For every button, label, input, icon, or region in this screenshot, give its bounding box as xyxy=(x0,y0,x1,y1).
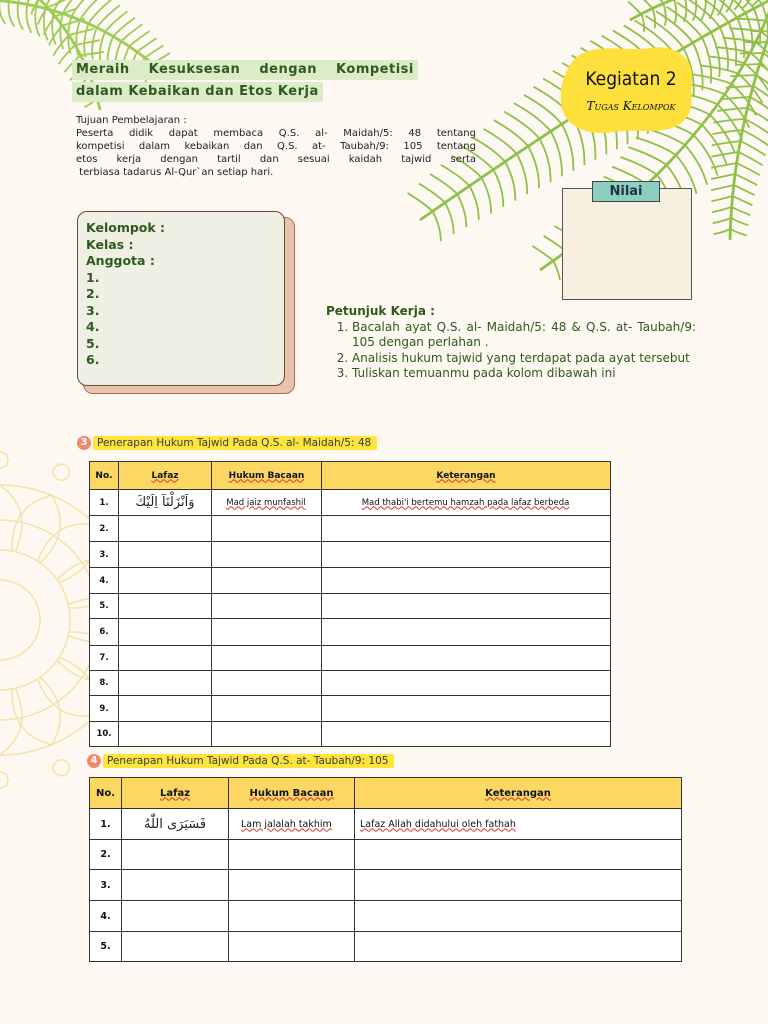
grade-box[interactable] xyxy=(562,188,692,300)
row-number-text: 10. xyxy=(96,729,112,739)
row-number xyxy=(90,619,119,646)
group-info xyxy=(86,220,276,369)
keterangan-cell[interactable] xyxy=(355,809,682,840)
column-header-lafaz: Lafaz xyxy=(119,462,212,490)
section-number-badge: 3 xyxy=(77,436,91,450)
table-row xyxy=(90,542,611,568)
column-header-lafaz: Lafaz xyxy=(122,778,229,809)
members-label: Anggota : xyxy=(86,253,155,268)
row-number-text: 2. xyxy=(99,523,109,534)
row-number-text: 8. xyxy=(99,678,109,688)
table-row xyxy=(90,516,611,542)
hukum-cell[interactable] xyxy=(229,870,355,901)
arabic-lafaz: فَسَيَرَى اللّٰهُ xyxy=(143,816,207,832)
row-number xyxy=(90,809,122,840)
column-header-hukum: Hukum Bacaan xyxy=(212,462,322,490)
table-row xyxy=(90,646,611,671)
work-instructions xyxy=(326,304,696,382)
title-line-2: dalam Kebaikan dan Etos Kerja xyxy=(72,82,323,102)
table-row xyxy=(90,568,611,594)
hukum-cell[interactable] xyxy=(212,722,322,747)
row-number-text: 1. xyxy=(99,497,109,508)
instruction-step: 2. Analisis hukum tajwid yang terdapat pada ayat tersebut xyxy=(352,351,696,367)
keterangan-cell[interactable] xyxy=(322,568,611,594)
row-number-text: 3. xyxy=(99,549,109,560)
hukum-cell[interactable] xyxy=(229,932,355,962)
row-number-text: 3. xyxy=(100,879,111,891)
row-number-text: 1. xyxy=(100,818,111,830)
lafaz-cell[interactable] xyxy=(119,542,212,568)
activity-badge-blob xyxy=(558,46,696,134)
instruction-step: 1. Bacalah ayat Q.S. al- Maidah/5: 48 & Q.S. at- Taubah/9: 105 dengan perlahan . xyxy=(352,320,696,351)
title-line-1: Meraih Kesuksesan dengan Kompetisi xyxy=(72,60,418,80)
section-3-title: Penerapan Hukum Tajwid Pada Q.S. al- Maidah/5: 48 xyxy=(93,436,377,450)
lafaz-cell[interactable] xyxy=(119,646,212,671)
row-number-text: 9. xyxy=(99,703,109,714)
member-number: 4. xyxy=(86,319,100,334)
row-number xyxy=(90,901,122,932)
keterangan-cell[interactable] xyxy=(322,594,611,619)
keterangan-text: Mad thabi'i bertemu hamzah pada lafaz berbeda xyxy=(361,497,570,508)
row-number-text: 5. xyxy=(100,941,111,952)
row-number-text: 4. xyxy=(99,575,109,586)
row-number-text: 7. xyxy=(99,653,109,663)
row-number xyxy=(90,568,119,594)
hukum-cell[interactable] xyxy=(229,901,355,932)
class-label: Kelas : xyxy=(86,236,134,252)
member-number: 3. xyxy=(86,302,100,318)
tajwid-table-taubah xyxy=(89,777,682,962)
hukum-text: Mad jaiz munfashil xyxy=(226,497,306,508)
lafaz-cell[interactable] xyxy=(119,490,212,516)
table-row xyxy=(90,722,611,747)
lafaz-cell[interactable] xyxy=(119,722,212,747)
member-number: 5. xyxy=(86,335,100,351)
lafaz-cell[interactable] xyxy=(122,932,229,962)
lafaz-cell[interactable] xyxy=(119,671,212,696)
keterangan-cell[interactable] xyxy=(322,490,611,516)
section-3-heading xyxy=(77,436,377,450)
column-header-keterangan: Keterangan xyxy=(355,778,682,809)
row-number xyxy=(90,542,119,568)
section-4-title: Penerapan Hukum Tajwid Pada Q.S. at- Taubah/9: 105 xyxy=(103,754,394,768)
row-number xyxy=(90,671,119,696)
table-row xyxy=(90,594,611,619)
worksheet-title xyxy=(72,60,422,104)
row-number xyxy=(90,932,122,962)
keterangan-cell[interactable] xyxy=(322,722,611,747)
member-number: 6. xyxy=(86,352,100,367)
tajwid-table-maidah xyxy=(89,461,611,747)
row-number xyxy=(90,870,122,901)
lafaz-cell[interactable] xyxy=(119,568,212,594)
keterangan-text: Lafaz Allah didahului oleh fathah xyxy=(360,818,516,830)
activity-subtitle: Tugas Kelompok xyxy=(586,99,676,113)
group-name-label: Kelompok : xyxy=(86,220,166,235)
row-number-text: 6. xyxy=(99,627,109,637)
keterangan-cell[interactable] xyxy=(355,870,682,901)
objective-line: terbiasa tadarus Al-Qur`an setiap hari. xyxy=(76,167,274,178)
row-number xyxy=(90,646,119,671)
activity-title: Kegiatan 2 xyxy=(585,68,677,90)
instruction-step: 3. Tuliskan temuanmu pada kolom dibawah ini xyxy=(352,366,696,382)
keterangan-cell[interactable] xyxy=(322,542,611,568)
learning-objective xyxy=(76,114,476,179)
section-4-heading xyxy=(87,754,394,768)
member-number: 1. xyxy=(86,269,100,285)
table-row xyxy=(90,870,682,901)
keterangan-cell[interactable] xyxy=(322,696,611,722)
lafaz-cell[interactable] xyxy=(119,696,212,722)
lafaz-cell[interactable] xyxy=(122,840,229,870)
table-row xyxy=(90,619,611,646)
column-header-keterangan: Keterangan xyxy=(322,462,611,490)
row-number xyxy=(90,594,119,619)
table-row xyxy=(90,671,611,696)
hukum-cell[interactable] xyxy=(212,516,322,542)
lafaz-cell[interactable] xyxy=(119,619,212,646)
row-number-text: 4. xyxy=(100,910,111,922)
row-number xyxy=(90,490,119,516)
keterangan-cell[interactable] xyxy=(355,901,682,932)
objective-line: etos kerja dengan tartil dan sesuai kaidah tajwid serta xyxy=(76,154,476,165)
lafaz-cell[interactable] xyxy=(122,870,229,901)
hukum-cell[interactable] xyxy=(212,646,322,671)
hukum-cell[interactable] xyxy=(212,619,322,646)
hukum-text: Lam jalalah takhim xyxy=(241,818,332,830)
objective-heading: Tujuan Pembelajaran : xyxy=(76,115,187,126)
hukum-cell[interactable] xyxy=(212,696,322,722)
row-number xyxy=(90,696,119,722)
lafaz-cell[interactable] xyxy=(122,901,229,932)
column-header-hukum: Hukum Bacaan xyxy=(229,778,355,809)
row-number xyxy=(90,516,119,542)
keterangan-cell[interactable] xyxy=(322,646,611,671)
hukum-cell[interactable] xyxy=(212,490,322,516)
grade-label: Nilai xyxy=(592,181,660,202)
column-header-no: No. xyxy=(90,462,119,490)
hukum-cell[interactable] xyxy=(212,542,322,568)
table-row xyxy=(90,901,682,932)
table-row xyxy=(90,696,611,722)
lafaz-cell[interactable] xyxy=(119,516,212,542)
column-header-no: No. xyxy=(90,778,122,809)
objective-line: kompetisi dalam kebaikan dan Q.S. at- Taubah/9: 105 tentang xyxy=(76,141,476,152)
keterangan-cell[interactable] xyxy=(355,840,682,870)
lafaz-cell[interactable] xyxy=(119,594,212,619)
keterangan-cell[interactable] xyxy=(322,671,611,696)
keterangan-cell[interactable] xyxy=(355,932,682,962)
section-number-badge: 4 xyxy=(87,754,101,768)
row-number xyxy=(90,722,119,747)
lafaz-cell[interactable] xyxy=(122,809,229,840)
hukum-cell[interactable] xyxy=(212,594,322,619)
table-row xyxy=(90,490,611,516)
hukum-cell[interactable] xyxy=(212,671,322,696)
hukum-cell[interactable] xyxy=(229,840,355,870)
table-row xyxy=(90,809,682,840)
keterangan-cell[interactable] xyxy=(322,619,611,646)
table-row xyxy=(90,932,682,962)
instructions-heading: Petunjuk Kerja : xyxy=(326,304,435,318)
hukum-cell[interactable] xyxy=(229,809,355,840)
row-number-text: 2. xyxy=(100,849,111,860)
keterangan-cell[interactable] xyxy=(322,516,611,542)
table-row xyxy=(90,840,682,870)
arabic-lafaz: وَاَنْزَلْنَآ اِلَيْكَ xyxy=(135,495,195,510)
row-number-text: 5. xyxy=(99,601,109,611)
objective-line: Peserta didik dapat membaca Q.S. al- Maidah/5: 48 tentang xyxy=(76,128,476,139)
member-number: 2. xyxy=(86,286,100,301)
row-number xyxy=(90,840,122,870)
hukum-cell[interactable] xyxy=(212,568,322,594)
